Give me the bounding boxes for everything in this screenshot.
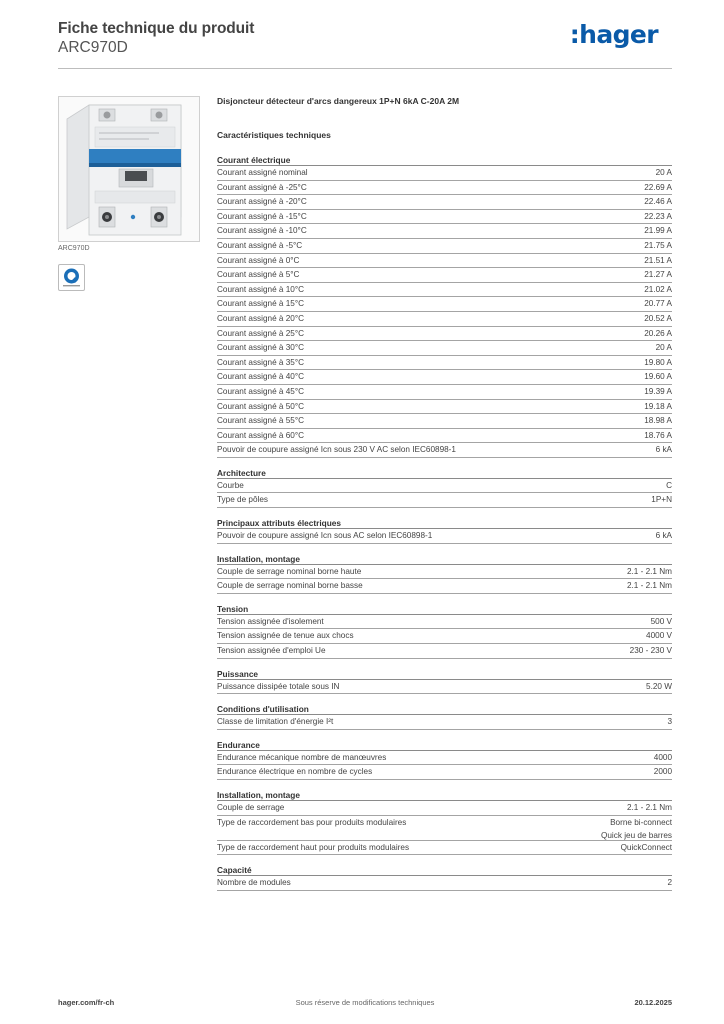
spec-row bbox=[217, 283, 672, 298]
spec-value: 19.60 A bbox=[644, 372, 672, 382]
spec-row bbox=[217, 210, 672, 225]
spec-row bbox=[217, 239, 672, 254]
spec-value: 22.23 A bbox=[644, 211, 672, 221]
spec-value: 19.39 A bbox=[644, 386, 672, 396]
spec-value: 1P+N bbox=[651, 495, 672, 505]
spec-value: 22.69 A bbox=[644, 182, 672, 192]
spec-label: Courant assigné à 0°C bbox=[217, 255, 300, 265]
spec-row bbox=[217, 644, 672, 659]
section-title: Installation, montage bbox=[217, 789, 672, 801]
section-title: Architecture bbox=[217, 467, 672, 479]
spec-value: 21.75 A bbox=[644, 240, 672, 250]
spec-value: Borne bi-connect Quick jeu de barres bbox=[601, 817, 672, 841]
spec-row bbox=[217, 529, 672, 544]
spec-row bbox=[217, 195, 672, 210]
section-title: Tension bbox=[217, 603, 672, 615]
spec-label: Courant assigné à 25°C bbox=[217, 328, 305, 338]
quality-badge-icon bbox=[58, 264, 85, 291]
spec-section bbox=[217, 668, 672, 695]
circuit-breaker-image bbox=[58, 96, 200, 242]
spec-section bbox=[217, 739, 672, 780]
section-title: Principaux attributs électriques bbox=[217, 517, 672, 529]
spec-value: 22.46 A bbox=[644, 197, 672, 207]
spec-row bbox=[217, 765, 672, 780]
spec-value: 20 A bbox=[655, 168, 672, 177]
spec-section bbox=[217, 517, 672, 544]
spec-row bbox=[217, 615, 672, 630]
spec-label: Courant assigné à -15°C bbox=[217, 211, 307, 221]
page-header bbox=[58, 20, 672, 70]
hager-logo: :hager bbox=[569, 20, 658, 49]
spec-row bbox=[217, 166, 672, 181]
spec-row bbox=[217, 801, 672, 816]
section-title: Capacité bbox=[217, 864, 672, 876]
spec-value: 21.99 A bbox=[644, 226, 672, 236]
product-reference: ARC970D bbox=[58, 39, 128, 56]
spec-row bbox=[217, 341, 672, 356]
spec-value: 21.27 A bbox=[644, 270, 672, 280]
spec-section bbox=[217, 789, 672, 855]
spec-value: 20 A bbox=[655, 343, 672, 353]
spec-value: 3 bbox=[667, 717, 672, 727]
spec-value: 20.26 A bbox=[644, 328, 672, 338]
spec-label: Pouvoir de coupure assigné Icn sous 230 V AC selon IEC60898-1 bbox=[217, 445, 456, 455]
spec-label: Courant assigné à 60°C bbox=[217, 430, 305, 440]
spec-value: 2000 bbox=[653, 767, 672, 777]
spec-value: 6 kA bbox=[655, 531, 672, 541]
spec-value: 5.20 W bbox=[646, 681, 672, 691]
spec-value: 18.76 A bbox=[644, 430, 672, 440]
spec-label: Courant assigné à 40°C bbox=[217, 372, 305, 382]
spec-value: 4000 V bbox=[646, 631, 672, 641]
spec-row bbox=[217, 876, 672, 891]
spec-label: Couple de serrage nominal borne basse bbox=[217, 581, 363, 591]
spec-row bbox=[217, 414, 672, 429]
spec-row bbox=[217, 751, 672, 766]
spec-label: Courant assigné à -10°C bbox=[217, 226, 307, 236]
spec-label: Type de raccordement haut pour produits modulaires bbox=[217, 842, 410, 852]
spec-value: 2 bbox=[667, 878, 672, 888]
spec-label: Courant assigné à 50°C bbox=[217, 401, 305, 411]
spec-value: 18.98 A bbox=[644, 416, 672, 426]
spec-row bbox=[217, 816, 672, 841]
spec-row bbox=[217, 254, 672, 269]
spec-value: 19.80 A bbox=[644, 357, 672, 367]
spec-label: Courant assigné à 10°C bbox=[217, 284, 305, 294]
spec-value: 6 kA bbox=[655, 445, 672, 455]
spec-label: Courant assigné à -5°C bbox=[217, 240, 303, 250]
spec-row bbox=[217, 479, 672, 494]
product-panel bbox=[58, 96, 200, 291]
page-title: Fiche technique du produit bbox=[58, 20, 255, 37]
spec-section bbox=[217, 553, 672, 594]
spec-value: 2.1 - 2.1 Nm bbox=[626, 803, 672, 812]
footer-date: 20.12.2025 bbox=[634, 998, 672, 1007]
spec-label: Tension assignée de tenue aux chocs bbox=[217, 631, 354, 641]
specifications-panel bbox=[217, 96, 672, 891]
section-title: Endurance bbox=[217, 739, 672, 751]
section-title: Puissance bbox=[217, 668, 672, 680]
spec-row bbox=[217, 565, 672, 580]
spec-label: Courant assigné à 35°C bbox=[217, 357, 305, 367]
spec-value: 19.18 A bbox=[644, 401, 672, 411]
spec-section bbox=[217, 603, 672, 659]
spec-label: Courbe bbox=[217, 480, 244, 490]
spec-row bbox=[217, 680, 672, 695]
spec-value: C bbox=[666, 480, 672, 490]
spec-label: Endurance mécanique nombre de manœuvres bbox=[217, 752, 387, 762]
spec-section bbox=[217, 154, 672, 458]
spec-row bbox=[217, 429, 672, 444]
spec-label: Endurance électrique en nombre de cycles bbox=[217, 767, 373, 777]
spec-label: Courant assigné à 15°C bbox=[217, 299, 305, 309]
spec-value: 500 V bbox=[650, 616, 672, 626]
spec-value: 2.1 - 2.1 Nm bbox=[626, 566, 672, 576]
product-name: Disjoncteur détecteur d'arcs dangereux 1P+N 6kA C-20A 2M bbox=[217, 96, 460, 106]
spec-label: Tension assignée d'emploi Ue bbox=[217, 646, 326, 656]
spec-value: 21.02 A bbox=[644, 284, 672, 294]
spec-row bbox=[217, 629, 672, 644]
footer-website[interactable]: hager.com/fr-ch bbox=[58, 998, 115, 1007]
spec-row bbox=[217, 327, 672, 342]
spec-heading: Caractéristiques techniques bbox=[217, 130, 331, 140]
spec-value: 21.51 A bbox=[644, 255, 672, 265]
section-title: Installation, montage bbox=[217, 553, 672, 565]
spec-value: QuickConnect bbox=[620, 842, 672, 852]
spec-label: Pouvoir de coupure assigné Icn sous AC selon IEC60898-1 bbox=[217, 531, 433, 541]
spec-row bbox=[217, 400, 672, 415]
spec-row bbox=[217, 385, 672, 400]
spec-label: Classe de limitation d'énergie I²t bbox=[217, 717, 334, 727]
spec-value: 20.77 A bbox=[644, 299, 672, 309]
spec-section bbox=[217, 467, 672, 508]
footer-disclaimer: Sous réserve de modifications techniques bbox=[295, 998, 435, 1007]
spec-row bbox=[217, 715, 672, 730]
section-title: Conditions d'utilisation bbox=[217, 703, 672, 715]
spec-label: Puissance dissipée totale sous IN bbox=[217, 681, 340, 691]
spec-label: Courant assigné nominal bbox=[217, 168, 308, 177]
spec-row bbox=[217, 443, 672, 458]
spec-label: Couple de serrage nominal borne haute bbox=[217, 566, 362, 576]
spec-label: Courant assigné à 55°C bbox=[217, 416, 305, 426]
spec-label: Courant assigné à 30°C bbox=[217, 343, 305, 353]
spec-value: 230 - 230 V bbox=[629, 646, 672, 656]
spec-label: Courant assigné à 5°C bbox=[217, 270, 300, 280]
spec-label: Type de pôles bbox=[217, 495, 268, 505]
spec-row bbox=[217, 181, 672, 196]
spec-section bbox=[217, 703, 672, 730]
spec-label: Courant assigné à -20°C bbox=[217, 197, 307, 207]
spec-value: 2.1 - 2.1 Nm bbox=[626, 581, 672, 591]
spec-value: 20.52 A bbox=[644, 313, 672, 323]
section-title: Courant électrique bbox=[217, 154, 672, 166]
spec-label: Tension assignée d'isolement bbox=[217, 616, 324, 626]
spec-label: Nombre de modules bbox=[217, 878, 291, 888]
spec-label: Courant assigné à 20°C bbox=[217, 313, 305, 323]
spec-sections bbox=[217, 154, 672, 891]
spec-row bbox=[217, 841, 672, 856]
spec-row bbox=[217, 579, 672, 594]
spec-section bbox=[217, 864, 672, 891]
spec-row bbox=[217, 356, 672, 371]
spec-row bbox=[217, 268, 672, 283]
spec-row bbox=[217, 493, 672, 508]
spec-label: Type de raccordement bas pour produits modulaires bbox=[217, 817, 407, 827]
header-divider bbox=[58, 68, 672, 69]
product-image-caption: ARC970D bbox=[58, 245, 90, 252]
spec-row bbox=[217, 370, 672, 385]
spec-value: 4000 bbox=[653, 752, 672, 762]
spec-row bbox=[217, 312, 672, 327]
spec-label: Courant assigné à 45°C bbox=[217, 386, 305, 396]
spec-row bbox=[217, 297, 672, 312]
spec-row bbox=[217, 224, 672, 239]
spec-label: Courant assigné à -25°C bbox=[217, 182, 307, 192]
spec-label: Couple de serrage bbox=[217, 803, 285, 812]
